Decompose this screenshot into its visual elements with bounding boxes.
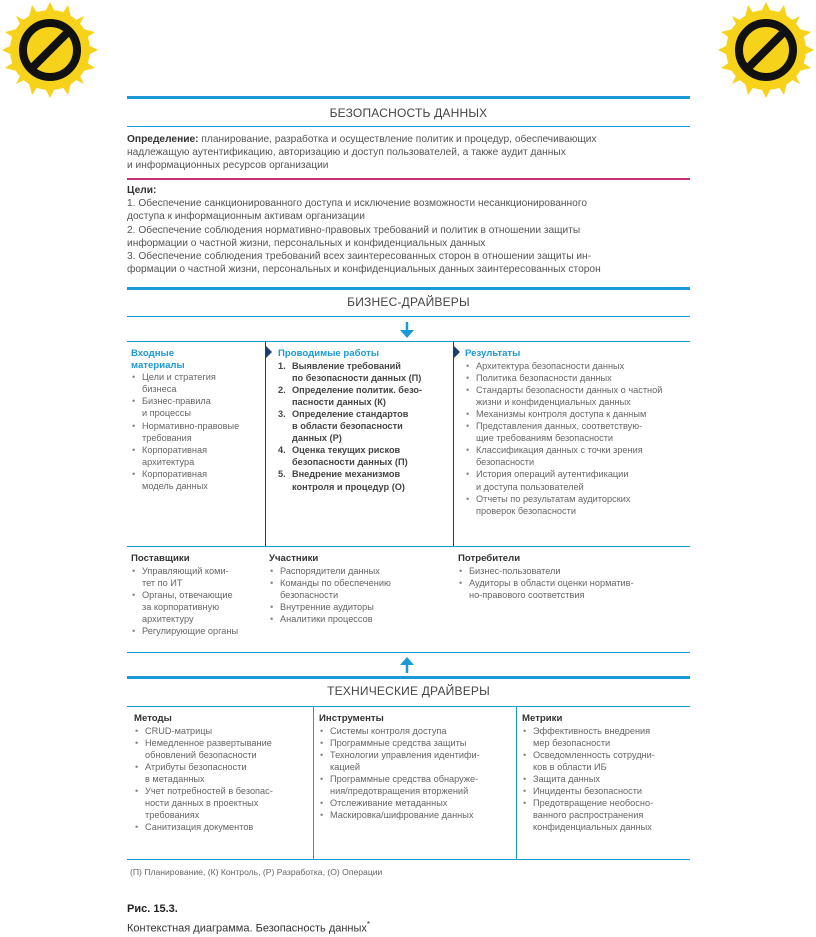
- list-item: [131, 395, 261, 419]
- list-item: [134, 761, 310, 785]
- definition-line: надлежащую аутентификацию, авторизацию и доступ пользователей, а также аудит данных: [127, 147, 566, 159]
- suppliers-column: [131, 553, 266, 637]
- list-item: [269, 601, 454, 613]
- list-item-line: • Атрибуты безопасности: [145, 761, 247, 772]
- list-item-line: • Технологии управления идентифи-: [330, 749, 480, 760]
- column-separator: [516, 706, 517, 859]
- activity-line: Внедрение механизмов: [292, 469, 401, 480]
- prohibited-badge-icon: [716, 0, 816, 100]
- goal-line: 2. Обеспечение соблюдения нормативно-правовых требований и политик в отношении защиты: [127, 224, 581, 236]
- list-item: [465, 420, 690, 444]
- activity-number: 3.: [278, 408, 286, 419]
- figure-caption-text: Контекстная диаграмма. Безопасность данных: [127, 922, 367, 935]
- list-item: [465, 444, 690, 468]
- list-item-line: тет по ИТ: [142, 577, 183, 588]
- list-item-line: • Стандарты безопасности данных о частной: [476, 384, 663, 395]
- list-item-line: • Цели и стратегия: [142, 372, 216, 383]
- list-item: [465, 493, 690, 517]
- goal-line: доступа к информационным активам организации: [127, 211, 365, 223]
- list-item-line: ности данных в проектных: [145, 798, 259, 809]
- column-separator: [453, 341, 454, 546]
- activity-line: Оценка текущих рисков: [292, 445, 401, 456]
- list-item-line: но-правового соответствия: [469, 589, 585, 600]
- tools-title: Инструменты: [319, 713, 384, 724]
- list-item: [131, 589, 266, 625]
- business-drivers-rule: [127, 287, 690, 290]
- activity-line: пасности данных (К): [292, 396, 386, 407]
- list-item: [522, 785, 690, 797]
- activity-line: контроля и процедур (О): [292, 481, 405, 492]
- list-item: [131, 444, 261, 468]
- list-item-line: • Механизмы контроля доступа к данным: [476, 408, 647, 419]
- figure-caption: [127, 920, 370, 935]
- activity-line: Определение стандартов: [292, 408, 409, 419]
- results-title: Результаты: [465, 348, 521, 359]
- activity-item: [278, 468, 450, 492]
- technical-drivers-rule: [127, 676, 690, 679]
- list-item: [134, 785, 310, 821]
- inputs-title: [131, 348, 261, 371]
- prohibited-badge-icon: [0, 0, 100, 100]
- activity-line: в области безопасности: [292, 421, 403, 432]
- list-item-line: • Политика безопасности данных: [476, 372, 612, 383]
- magenta-divider: [127, 178, 690, 180]
- list-item-line: • Архитектура безопасности данных: [476, 360, 625, 371]
- activity-line: Выявление требований: [292, 360, 401, 371]
- list-item-line: архитектуру: [142, 613, 194, 624]
- divider: [127, 126, 690, 127]
- divider: [127, 316, 690, 317]
- list-item: [319, 725, 515, 737]
- activities-column: [278, 348, 450, 493]
- list-item-line: • Отчеты по результатам аудиторских: [476, 493, 631, 504]
- activity-number: 4.: [278, 445, 286, 456]
- list-item: [131, 420, 261, 444]
- inputs-title-line: Входные: [131, 348, 175, 359]
- technical-drivers-heading: ТЕХНИЧЕСКИЕ ДРАЙВЕРЫ: [327, 684, 490, 698]
- list-item-line: • Распорядители данных: [280, 565, 380, 576]
- divider: [127, 652, 690, 653]
- goals-label: Цели:: [127, 185, 157, 196]
- list-item-line: • Управляющий коми-: [142, 565, 229, 576]
- list-item: [134, 737, 310, 761]
- list-item-line: безопасности: [280, 589, 339, 600]
- list-item-line: • Аналитики процессов: [280, 613, 373, 624]
- list-item-line: требования: [142, 432, 192, 443]
- activity-number: 1.: [278, 360, 286, 371]
- list-item: [522, 773, 690, 785]
- list-item-line: • Программные средства обнаруже-: [330, 773, 479, 784]
- list-item-line: бизнеса: [142, 384, 177, 395]
- list-item-line: ков в области ИБ: [533, 761, 607, 772]
- list-item: [522, 797, 690, 833]
- footnote-mark: *: [366, 920, 371, 929]
- list-item: [465, 384, 690, 408]
- list-item-line: • Отслеживание метаданных: [330, 798, 448, 809]
- list-item-line: • Команды по обеспечению: [280, 577, 391, 588]
- list-item: [319, 737, 515, 749]
- consumers-column: [458, 553, 690, 601]
- list-item-line: • Эффективность внедрения: [533, 725, 651, 736]
- list-item: [465, 360, 690, 372]
- list-item-line: • Учет потребностей в безопас-: [145, 786, 273, 797]
- tools-column: [319, 713, 515, 821]
- list-item-line: требованиях: [145, 810, 200, 821]
- list-item-line: и доступа пользователей: [476, 481, 584, 492]
- list-item-line: • Корпоративная: [142, 444, 208, 455]
- activity-item: [278, 444, 450, 468]
- suppliers-title: Поставщики: [131, 553, 190, 564]
- list-item-line: • Немедленное развертывание: [145, 737, 272, 748]
- list-item: [269, 577, 454, 601]
- list-item-line: кацией: [330, 761, 360, 772]
- participants-column: [269, 553, 454, 625]
- list-item: [319, 749, 515, 773]
- list-item: [131, 625, 266, 637]
- metrics-column: [522, 713, 690, 833]
- list-item-line: ния/предотвращения вторжений: [330, 786, 469, 797]
- arrow-up-icon: [397, 657, 417, 673]
- activity-item: [278, 384, 450, 408]
- definition-line: и информационных ресурсов организации: [127, 160, 329, 172]
- goal-line: информации о частной жизни, персональных и конфиденциальных данных: [127, 237, 486, 249]
- list-item-line: • Защита данных: [533, 773, 600, 784]
- list-item: [465, 408, 690, 420]
- activity-number: 2.: [278, 384, 286, 395]
- consumers-title: Потребители: [458, 553, 521, 564]
- list-item-line: за корпоративную: [142, 601, 220, 612]
- definition-label: Определение:: [127, 134, 199, 145]
- list-item-line: • Предотвращение необосно-: [533, 798, 654, 809]
- list-item: [269, 613, 454, 625]
- divider: [127, 341, 690, 342]
- list-item-line: • Бизнес-пользователи: [469, 565, 561, 576]
- list-item-line: конфиденциальных данных: [533, 822, 652, 833]
- list-item-line: • Санитизация документов: [145, 822, 254, 833]
- list-item-line: ванного распространения: [533, 810, 644, 821]
- list-item: [131, 468, 261, 492]
- list-item-line: • Инциденты безопасности: [533, 786, 643, 797]
- list-item-line: • Аудиторы в области оценки норматив-: [469, 577, 634, 588]
- business-drivers-heading: БИЗНЕС-ДРАЙВЕРЫ: [347, 295, 470, 309]
- divider: [127, 706, 690, 707]
- inputs-column: [131, 348, 261, 492]
- list-item: [131, 371, 261, 395]
- list-item: [269, 565, 454, 577]
- list-item-line: в метаданных: [145, 773, 205, 784]
- divider: [127, 859, 690, 860]
- list-item-line: • Представления данных, соответствую-: [476, 421, 643, 432]
- activity-line: Определение политик. безо-: [292, 384, 423, 395]
- list-item: [458, 577, 690, 601]
- figure-number: Рис. 15.3.: [127, 903, 178, 915]
- list-item: [465, 372, 690, 384]
- activities-title: Проводимые работы: [278, 348, 380, 359]
- arrow-right-icon: [266, 346, 272, 358]
- activity-item: [278, 408, 450, 444]
- list-item-line: • Нормативно-правовые: [142, 420, 240, 431]
- list-item: [522, 749, 690, 773]
- goal-line: формации о частной жизни, персональных и конфиденциальных данных заинтересованных сторон: [127, 264, 601, 276]
- results-column: [465, 348, 690, 517]
- list-item: [134, 821, 310, 833]
- list-item-line: модель данных: [142, 481, 208, 492]
- list-item-line: обновлений безопасности: [145, 749, 257, 760]
- list-item: [522, 725, 690, 749]
- list-item-line: • Органы, отвечающие: [142, 589, 233, 600]
- goal-line: 3. Обеспечение соблюдения требований всех заинтересованных сторон в отношении защиты ин-: [127, 251, 592, 263]
- list-item-line: • История операций аутентификации: [476, 469, 629, 480]
- list-item: [458, 565, 690, 577]
- list-item-line: проверок безопасности: [476, 505, 576, 516]
- arrow-right-icon: [454, 346, 460, 358]
- list-item: [131, 565, 266, 589]
- list-item-line: мер безопасности: [533, 737, 611, 748]
- list-item-line: • Внутренние аудиторы: [280, 601, 374, 612]
- list-item: [319, 809, 515, 821]
- goals-block: [127, 184, 690, 276]
- legend: (П) Планирование, (К) Контроль, (Р) Разработка, (О) Операции: [130, 867, 383, 877]
- list-item-line: жизни и конфиденциальных данных: [476, 396, 631, 407]
- metrics-title: Метрики: [522, 713, 563, 724]
- activity-line: данных (Р): [292, 433, 342, 444]
- arrow-down-icon: [397, 322, 417, 338]
- activity-line: по безопасности данных (П): [292, 372, 422, 383]
- list-item-line: • CRUD-матрицы: [145, 725, 213, 736]
- list-item: [134, 725, 310, 737]
- list-item-line: и процессы: [142, 408, 191, 419]
- list-item-line: • Маскировка/шифрование данных: [330, 810, 474, 821]
- list-item-line: • Программные средства защиты: [330, 737, 467, 748]
- list-item: [319, 773, 515, 797]
- list-item-line: • Осведомленность сотрудни-: [533, 749, 655, 760]
- activity-item: [278, 360, 450, 384]
- list-item-line: • Корпоративная: [142, 468, 208, 479]
- divider: [127, 546, 690, 547]
- list-item-line: • Классификация данных с точки зрения: [476, 445, 643, 456]
- list-item-line: • Системы контроля доступа: [330, 725, 447, 736]
- header-rule: [127, 96, 690, 99]
- list-item: [465, 468, 690, 492]
- definition-block: [127, 133, 690, 173]
- list-item-line: безопасности: [476, 457, 535, 468]
- participants-title: Участники: [269, 553, 319, 564]
- activity-line: безопасности данных (П): [292, 457, 408, 468]
- activity-number: 5.: [278, 469, 286, 480]
- list-item-line: • Регулирующие органы: [142, 626, 239, 637]
- column-separator: [265, 341, 266, 546]
- list-item-line: • Бизнес-правила: [142, 396, 211, 407]
- list-item: [319, 797, 515, 809]
- definition-line: планирование, разработка и осуществление политик и процедур, обеспечивающих: [198, 134, 597, 145]
- list-item-line: щие требованиям безопасности: [476, 433, 614, 444]
- inputs-title-line: материалы: [131, 359, 185, 371]
- diagram-title: БЕЗОПАСНОСТЬ ДАННЫХ: [329, 106, 488, 120]
- methods-column: [134, 713, 310, 833]
- column-separator: [313, 706, 314, 859]
- list-item-line: архитектура: [142, 456, 195, 467]
- methods-title: Методы: [134, 713, 172, 724]
- goal-line: 1. Обеспечение санкционированного доступа и исключение возможности несанкционированного: [127, 198, 588, 210]
